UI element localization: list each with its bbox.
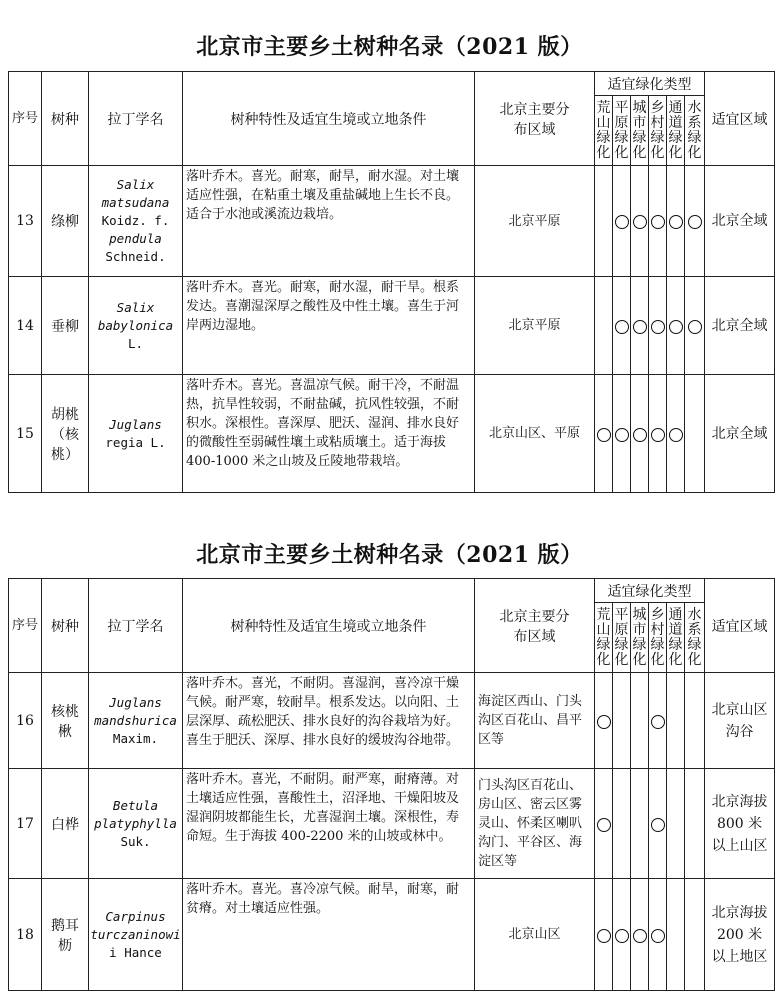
distribution-text: 门头沟区百花山、房山区、密云区雾灵山、怀柔区喇叭沟门、平谷区、海淀区等 bbox=[475, 769, 595, 879]
type-mark-cell bbox=[631, 879, 649, 991]
species-name: 胡桃（核桃） bbox=[42, 375, 89, 493]
header-type-label: 城市绿化 bbox=[632, 99, 647, 161]
header-type-2 bbox=[631, 603, 649, 673]
suitable-region: 北京全域 bbox=[705, 375, 775, 493]
type-mark-cell bbox=[667, 277, 685, 375]
circle-mark-icon bbox=[669, 215, 683, 229]
header-no: 序号 bbox=[9, 72, 42, 166]
traits-text: 落叶乔木。喜光。喜冷凉气候。耐旱，耐寒，耐贫瘠。对土壤适应性强。 bbox=[183, 879, 475, 991]
type-mark-cell bbox=[649, 375, 667, 493]
latin-name-line: Suk. bbox=[120, 833, 151, 849]
distribution-text: 北京平原 bbox=[475, 277, 595, 375]
latin-name-line: Maxim. bbox=[112, 730, 159, 746]
header-type-1 bbox=[613, 96, 631, 166]
latin-name-line: i Hance bbox=[109, 944, 162, 960]
type-mark-cell bbox=[613, 277, 631, 375]
header-suitable: 适宜区域 bbox=[705, 72, 775, 166]
species-table-1 bbox=[8, 71, 775, 493]
type-mark-cell bbox=[631, 166, 649, 277]
header-type-label: 城市绿化 bbox=[632, 606, 647, 668]
circle-mark-icon bbox=[651, 428, 665, 442]
header-type-label: 荒山绿化 bbox=[596, 99, 611, 161]
type-mark-cell bbox=[631, 769, 649, 879]
traits-text: 落叶乔木。喜光。喜温凉气候。耐干冷，不耐温热，抗旱性较弱，不耐盐碱，抗风性较强，不耐积水。深根性。喜深厚、肥沃、湿润、排水良好的微酸性至弱碱性壤土或粘质壤土。适于海拔 400-1000 米之山坡及丘陵地带栽培。 bbox=[183, 375, 475, 493]
latin-name-line: regia L. bbox=[105, 434, 166, 450]
circle-mark-icon bbox=[651, 215, 665, 229]
latin-name-line: Juglans bbox=[109, 416, 162, 432]
type-mark-cell bbox=[685, 166, 705, 277]
latin-name-line: mandshurica bbox=[94, 712, 177, 728]
circle-mark-icon bbox=[597, 818, 611, 832]
latin-name bbox=[89, 375, 183, 493]
circle-mark-icon bbox=[633, 215, 647, 229]
latin-name-line: babylonica bbox=[97, 317, 174, 333]
type-mark-cell bbox=[595, 769, 613, 879]
header-types-group: 适宜绿化类型 bbox=[595, 579, 705, 603]
latin-name-line: L. bbox=[127, 335, 144, 351]
type-mark-cell bbox=[649, 166, 667, 277]
header-distribution: 北京主要分布区域 bbox=[475, 72, 595, 166]
header-type-label: 乡村绿化 bbox=[650, 99, 665, 161]
type-mark-cell bbox=[595, 277, 613, 375]
header-types-group: 适宜绿化类型 bbox=[595, 72, 705, 96]
type-mark-cell bbox=[667, 166, 685, 277]
latin-name bbox=[89, 879, 183, 991]
traits-text: 落叶乔木。喜光。耐寒，耐旱，耐水湿。对土壤适应性强，在粘重土壤及重盐碱地上生长不良。适合于水池或溪流边栽培。 bbox=[183, 166, 475, 277]
type-mark-cell bbox=[649, 277, 667, 375]
row-number: 17 bbox=[9, 769, 42, 879]
circle-mark-icon bbox=[651, 715, 665, 729]
suitable-region: 北京全域 bbox=[705, 166, 775, 277]
circle-mark-icon bbox=[688, 215, 702, 229]
table-row bbox=[9, 769, 775, 879]
circle-mark-icon bbox=[633, 320, 647, 334]
latin-name bbox=[89, 673, 183, 769]
header-latin: 拉丁学名 bbox=[89, 72, 183, 166]
header-type-5 bbox=[685, 96, 705, 166]
type-mark-cell bbox=[613, 673, 631, 769]
latin-name bbox=[89, 166, 183, 277]
header-suitable: 适宜区域 bbox=[705, 579, 775, 673]
header-type-label: 通道绿化 bbox=[668, 99, 683, 161]
species-name: 鹅耳枥 bbox=[42, 879, 89, 991]
type-mark-cell bbox=[613, 375, 631, 493]
suitable-region: 北京全域 bbox=[705, 277, 775, 375]
type-mark-cell bbox=[613, 769, 631, 879]
type-mark-cell bbox=[631, 375, 649, 493]
circle-mark-icon bbox=[597, 715, 611, 729]
header-traits: 树种特性及适宜生境或立地条件 bbox=[183, 579, 475, 673]
suitable-region: 北京海拔 200 米以上地区 bbox=[705, 879, 775, 991]
type-mark-cell bbox=[685, 375, 705, 493]
header-type-0 bbox=[595, 96, 613, 166]
type-mark-cell bbox=[595, 673, 613, 769]
row-number: 18 bbox=[9, 879, 42, 991]
type-mark-cell bbox=[685, 879, 705, 991]
row-number: 13 bbox=[9, 166, 42, 277]
header-species: 树种 bbox=[42, 72, 89, 166]
header-type-3 bbox=[649, 603, 667, 673]
type-mark-cell bbox=[685, 673, 705, 769]
type-mark-cell bbox=[595, 166, 613, 277]
distribution-text: 北京山区、平原 bbox=[475, 375, 595, 493]
circle-mark-icon bbox=[651, 929, 665, 943]
species-name: 白桦 bbox=[42, 769, 89, 879]
header-type-5 bbox=[685, 603, 705, 673]
row-number: 14 bbox=[9, 277, 42, 375]
header-type-3 bbox=[649, 96, 667, 166]
circle-mark-icon bbox=[633, 929, 647, 943]
type-mark-cell bbox=[667, 375, 685, 493]
type-mark-cell bbox=[667, 769, 685, 879]
species-name: 核桃楸 bbox=[42, 673, 89, 769]
suitable-region: 北京海拔 800 米以上山区 bbox=[705, 769, 775, 879]
type-mark-cell bbox=[649, 879, 667, 991]
header-type-0 bbox=[595, 603, 613, 673]
header-row bbox=[9, 579, 775, 603]
latin-name-line: Koidz. f. bbox=[101, 213, 170, 228]
latin-name-line: Salix bbox=[116, 177, 155, 192]
header-type-2 bbox=[631, 96, 649, 166]
header-type-label: 荒山绿化 bbox=[596, 606, 611, 668]
type-mark-cell bbox=[595, 375, 613, 493]
header-latin: 拉丁学名 bbox=[89, 579, 183, 673]
species-name: 垂柳 bbox=[42, 277, 89, 375]
header-row bbox=[9, 72, 775, 96]
circle-mark-icon bbox=[633, 428, 647, 442]
latin-name-line: Carpinus bbox=[105, 908, 166, 924]
circle-mark-icon bbox=[688, 320, 702, 334]
header-type-4 bbox=[667, 603, 685, 673]
circle-mark-icon bbox=[615, 215, 629, 229]
header-type-label: 水系绿化 bbox=[687, 99, 702, 161]
row-number: 15 bbox=[9, 375, 42, 493]
circle-mark-icon bbox=[597, 428, 611, 442]
header-traits: 树种特性及适宜生境或立地条件 bbox=[183, 72, 475, 166]
circle-mark-icon bbox=[615, 320, 629, 334]
type-mark-cell bbox=[631, 277, 649, 375]
table-row bbox=[9, 277, 775, 375]
circle-mark-icon bbox=[669, 320, 683, 334]
latin-name-line: Salix bbox=[116, 299, 155, 315]
latin-name-line: Juglans bbox=[109, 694, 162, 710]
header-type-label: 水系绿化 bbox=[687, 606, 702, 668]
type-mark-cell bbox=[595, 879, 613, 991]
circle-mark-icon bbox=[651, 320, 665, 334]
type-mark-cell bbox=[613, 879, 631, 991]
type-mark-cell bbox=[685, 277, 705, 375]
species-table-2 bbox=[8, 578, 775, 991]
latin-name-line: platyphylla bbox=[94, 815, 177, 831]
latin-name-line: Schneid. bbox=[105, 249, 166, 264]
suitable-region: 北京山区沟谷 bbox=[705, 673, 775, 769]
circle-mark-icon bbox=[615, 428, 629, 442]
latin-name-line: turczaninowi bbox=[90, 926, 181, 942]
table-row bbox=[9, 166, 775, 277]
circle-mark-icon bbox=[615, 929, 629, 943]
page-title-2: 北京市主要乡土树种名录（2021 版） bbox=[196, 542, 583, 568]
distribution-text: 北京平原 bbox=[475, 166, 595, 277]
type-mark-cell bbox=[631, 673, 649, 769]
distribution-text: 海淀区西山、门头沟区百花山、昌平区等 bbox=[475, 673, 595, 769]
circle-mark-icon bbox=[651, 818, 665, 832]
traits-text: 落叶乔木。喜光，不耐阴。耐严寒，耐瘠薄。对土壤适应性强，喜酸性土，沼泽地、干燥阳坡及湿润阴坡都能生长，尤喜湿润土壤。深根性，寿命短。生于海拔 400-2200 米的山坡或林中。 bbox=[183, 769, 475, 879]
circle-mark-icon bbox=[597, 929, 611, 943]
header-type-label: 通道绿化 bbox=[668, 606, 683, 668]
header-no: 序号 bbox=[9, 579, 42, 673]
table-row bbox=[9, 879, 775, 991]
header-type-label: 乡村绿化 bbox=[650, 606, 665, 668]
header-type-1 bbox=[613, 603, 631, 673]
traits-text: 落叶乔木。喜光，不耐阴。喜湿润，喜冷凉干燥气候。耐严寒，较耐旱。根系发达。以向阳、土层深厚、疏松肥沃、排水良好的沟谷栽培为好。喜生于肥沃、深厚、排水良好的缓坡沟谷地带。 bbox=[183, 673, 475, 769]
header-type-4 bbox=[667, 96, 685, 166]
header-distribution: 北京主要分布区域 bbox=[475, 579, 595, 673]
latin-name bbox=[89, 277, 183, 375]
header-type-label: 平原绿化 bbox=[614, 99, 629, 161]
latin-name bbox=[89, 769, 183, 879]
type-mark-cell bbox=[613, 166, 631, 277]
type-mark-cell bbox=[667, 879, 685, 991]
circle-mark-icon bbox=[669, 428, 683, 442]
type-mark-cell bbox=[685, 769, 705, 879]
table-row bbox=[9, 673, 775, 769]
type-mark-cell bbox=[649, 673, 667, 769]
page-title-1: 北京市主要乡土树种名录（2021 版） bbox=[196, 34, 583, 60]
traits-text: 落叶乔木。喜光。耐寒，耐水湿，耐干旱。根系发达。喜潮湿深厚之酸性及中性土壤。喜生于河岸两边湿地。 bbox=[183, 277, 475, 375]
type-mark-cell bbox=[667, 673, 685, 769]
latin-name-line: pendula bbox=[109, 231, 162, 246]
type-mark-cell bbox=[649, 769, 667, 879]
distribution-text: 北京山区 bbox=[475, 879, 595, 991]
species-name: 绦柳 bbox=[42, 166, 89, 277]
table-row bbox=[9, 375, 775, 493]
latin-name-line: matsudana bbox=[101, 195, 170, 210]
header-type-label: 平原绿化 bbox=[614, 606, 629, 668]
row-number: 16 bbox=[9, 673, 42, 769]
latin-name-line: Betula bbox=[112, 797, 159, 813]
header-species: 树种 bbox=[42, 579, 89, 673]
